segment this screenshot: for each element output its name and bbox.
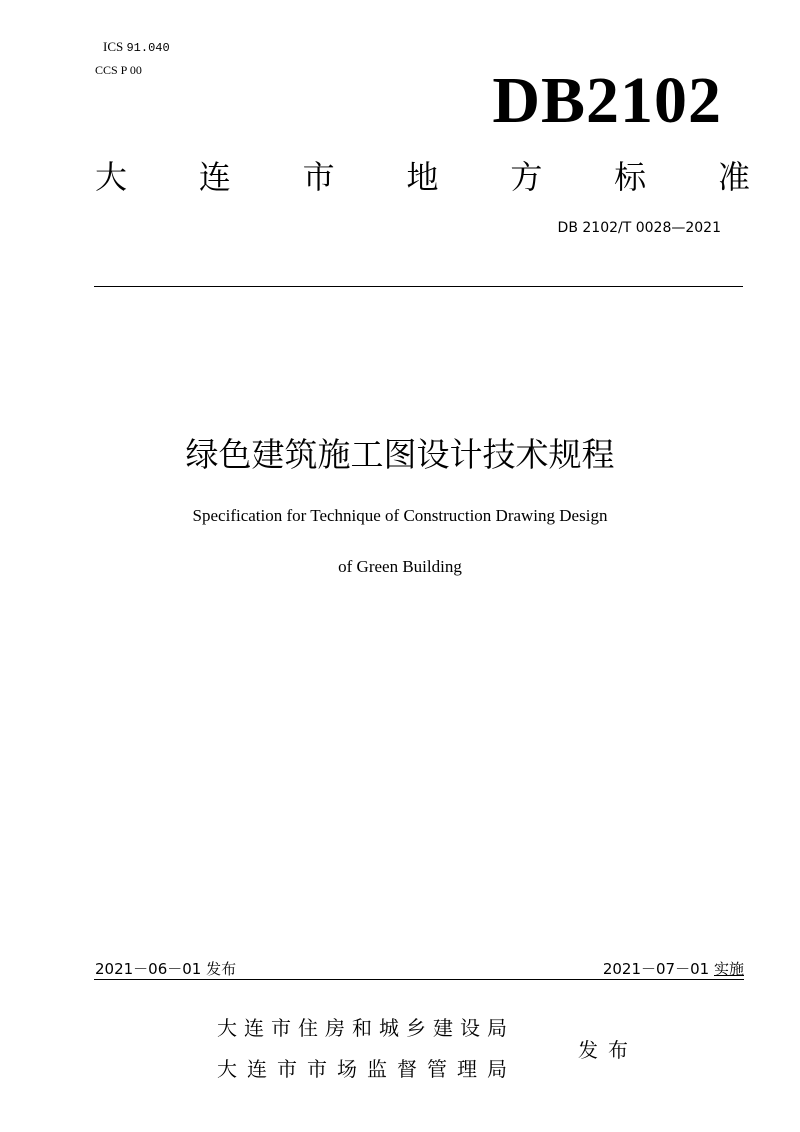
standard-type-char: 连: [198, 158, 231, 196]
standard-type-char: 标: [614, 158, 647, 196]
standard-type-char: 市: [302, 158, 335, 196]
standard-type-char: 大: [95, 158, 128, 196]
issue-date-value: 2021－06－01: [95, 960, 202, 978]
implement-date-label: 实施: [713, 960, 744, 978]
ics-label: ICS: [103, 39, 127, 54]
top-divider: [94, 286, 743, 287]
ics-number: 91.040: [126, 41, 170, 55]
ics-code: [103, 39, 170, 56]
issue-date: [95, 959, 236, 979]
issue-date-label: 发布: [206, 960, 237, 978]
title-en-line2: of Green Building: [338, 557, 462, 576]
issuer-1: 大连市住房和城乡建设局: [217, 1016, 514, 1040]
standard-type-char: 准: [717, 158, 750, 196]
ccs-code: CCS P 00: [95, 63, 142, 77]
issuer-2: 大连市市场监督管理局: [217, 1057, 517, 1081]
standard-type-char: 地: [406, 158, 439, 196]
issue-word: 发布: [578, 1038, 638, 1062]
db-code: DB2102: [492, 64, 722, 137]
implement-date: [603, 959, 744, 979]
standard-type-char: 方: [510, 158, 543, 196]
standard-number: DB 2102/T 0028—2021: [557, 220, 721, 236]
title-en-line1: Specification for Technique of Construction Drawing Design: [192, 506, 608, 525]
bottom-divider: [94, 979, 744, 980]
implement-date-value: 2021－07－01: [602, 960, 710, 978]
title-zh: 绿色建筑施工图设计技术规程: [185, 435, 615, 474]
standard-type-row: [95, 155, 750, 199]
